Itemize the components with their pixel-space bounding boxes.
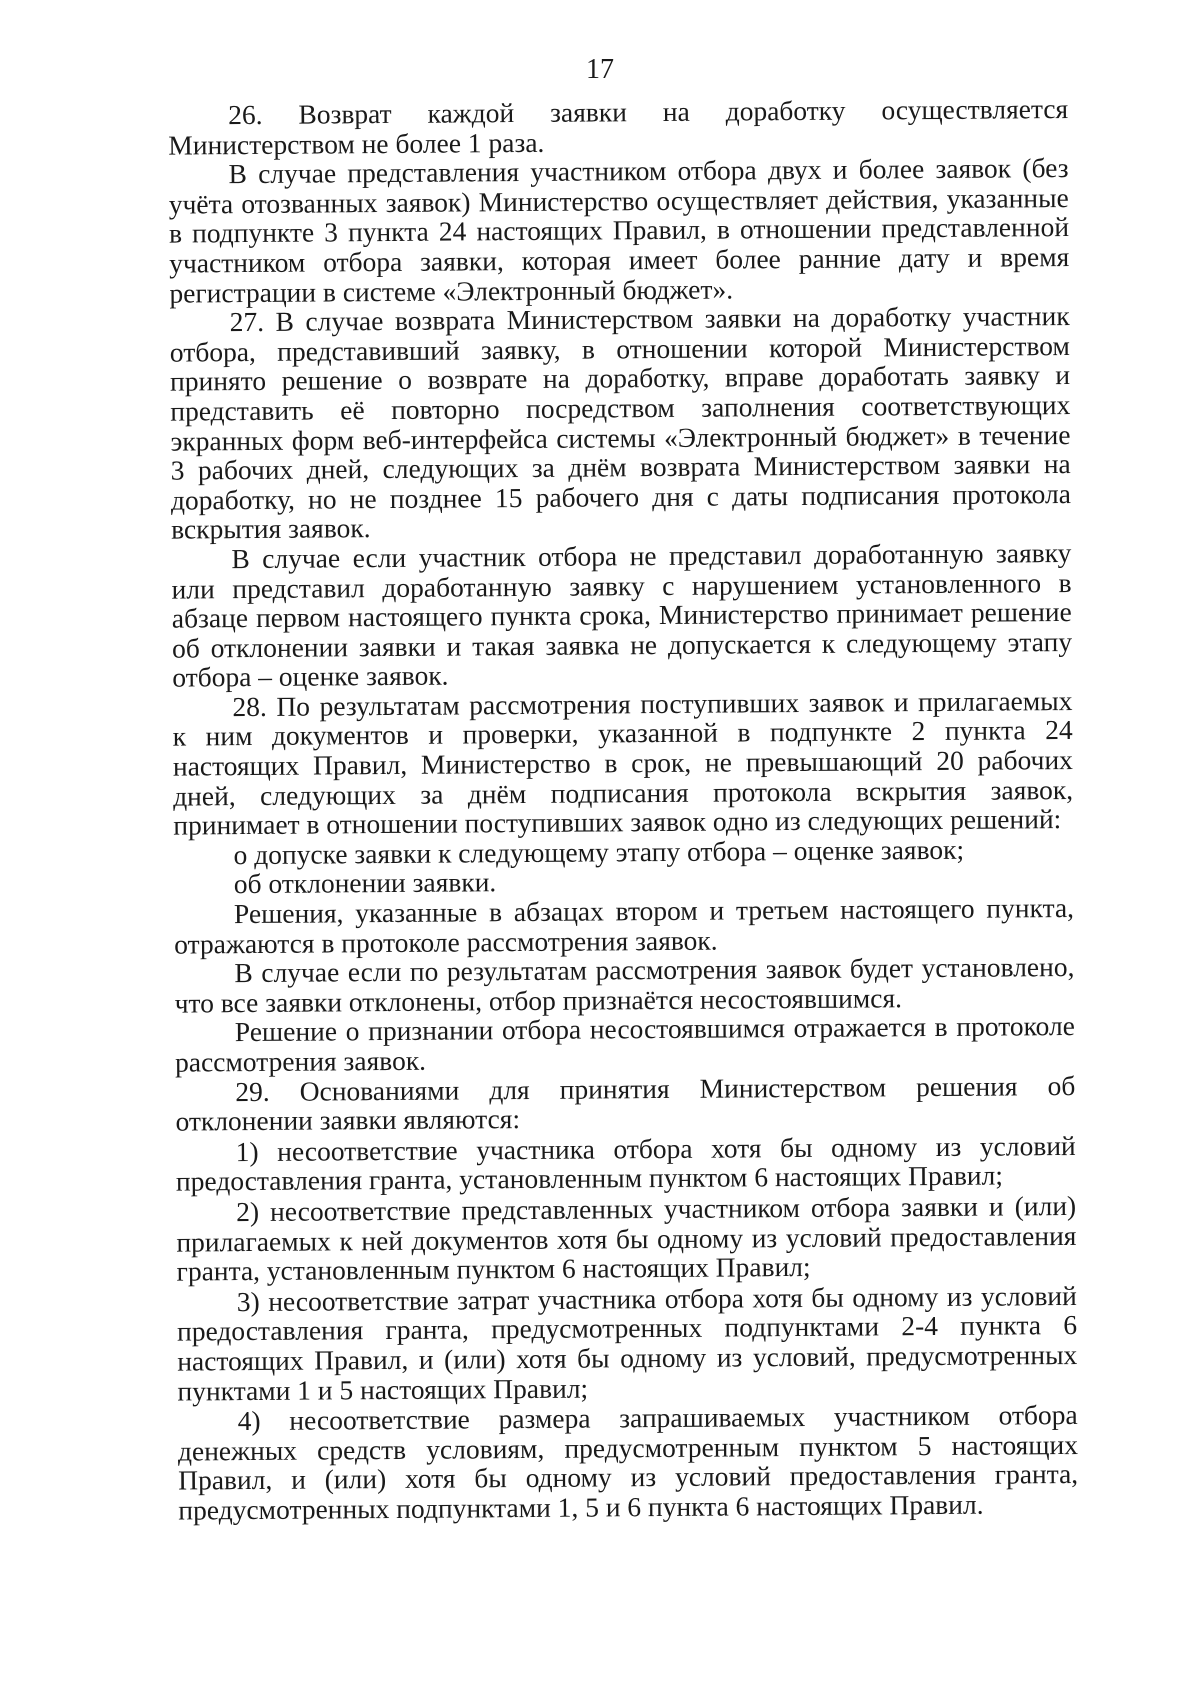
paragraph-26: 26. Возврат каждой заявки на доработку осуществляется Министерством не более 1 раза. — [168, 93, 1069, 161]
paragraph-28: 28. По результатам рассмотрения поступивших заявок и прилагаемых к ним документов и проверки, указанной в подпункте 2 пункта 24 настоящих Правил, Министерство в срок, не превышающий 20 рабочих дней, следующих за днём подписания протокола вскрытия заявок, принимает в отношении поступивших заявок одно из следующих решений: — [172, 684, 1074, 841]
document-body — [168, 94, 1078, 1525]
paragraph-28-failed-selection: Решение о признании отбора несостоявшимся отражается в протоколе рассмотрения заявок. — [174, 1010, 1075, 1078]
paragraph-28-all-rejected: В случае если по результатам рассмотрения заявок будет установлено, что все заявки отклонены, отбор признаётся несостоявшимся. — [174, 951, 1075, 1019]
ground-1: 1) несоответствие участника отбора хотя бы одному из условий предоставления гранта, установленным пунктом 6 настоящих Правил; — [175, 1129, 1076, 1197]
paragraph-28-protocol: Решения, указанные в абзацах втором и третьем настоящего пункта, отражаются в протоколе рассмотрения заявок. — [174, 892, 1075, 960]
ground-4: 4) несоответствие размера запрашиваемых участником отбора денежных средств условиям, предусмотренным пунктом 5 настоящих Правил, и (или) хотя бы одному из условий предоставления гранта, предусмотренных подпунктами 1, 5 и 6 пункта 6 настоящих Правил. — [177, 1399, 1079, 1526]
ground-3: 3) несоответствие затрат участника отбора хотя бы одному из условий предоставления гранта, предусмотренных подпунктами 2-4 пункта 6 настоящих Правил, и (или) хотя бы одному из условий, предусмотренных пунктами 1 и 5 настоящих Правил; — [176, 1279, 1078, 1407]
decision-admission: о допуске заявки к следующему этапу отбора – оценке заявок; — [233, 833, 965, 870]
ground-2: 2) несоответствие представленных участником отбора заявки и (или) прилагаемых к ней документов хотя бы одному из условий предоставления гранта, установленным пунктом 6 настоящих Правил; — [176, 1189, 1077, 1287]
paragraph-27: 27. В случае возврата Министерством заявки на доработку участник отбора, представивший заявку, в отношении которой Министерством принято решение о возврате на доработку, вправе доработать заявку и представить её повторно посредством заполнения соответствующих экранных форм веб-интерфейса системы «Электронный бюджет» в течение 3 рабочих дней, следующих за днём возврата Министерством заявки на доработку, но не позднее 15 рабочего дня с даты подписания протокола вскрытия заявок. — [169, 300, 1072, 545]
paragraph-29: 29. Основаниями для принятия Министерством решения об отклонении заявки являются: — [175, 1069, 1076, 1137]
page-number: 17 — [586, 54, 614, 85]
paragraph-26-duplicate-applications: В случае представления участником отбора двух и более заявок (без учёта отозванных заявок) Министерство осуществляет действия, указанные в подпункте 3 пункта 24 настоящих Правил, в отношении представленной участником отбора заявки, которая имеет более ранние дату и время регистрации в системе «Электронный бюджет». — [168, 152, 1070, 309]
decision-rejection: об отклонении заявки. — [233, 866, 497, 900]
paragraph-27-rejection: В случае если участник отбора не представил доработанную заявку или представил доработанную заявку с нарушением установленного в абзаце первом настоящего пункта срока, Министерство принимает решение об отклонении заявки и такая заявка не допускается к следующему этапу отбора – оценке заявок. — [171, 536, 1073, 693]
